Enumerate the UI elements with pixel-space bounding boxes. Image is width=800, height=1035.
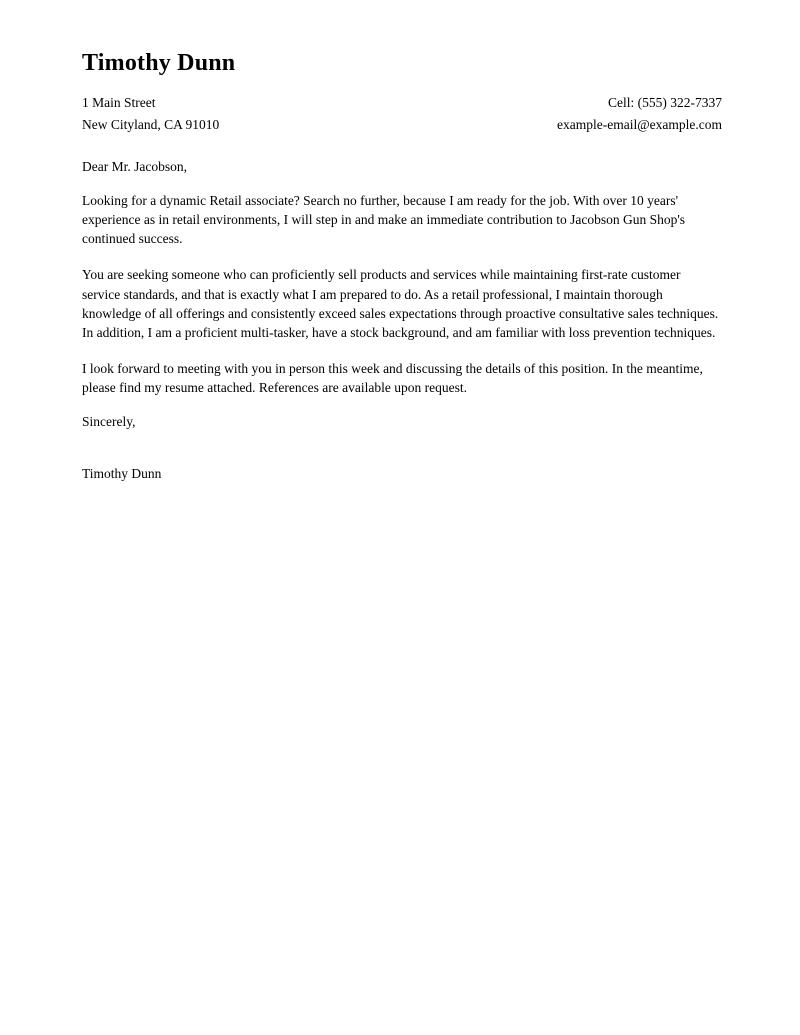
letter-paragraph-3: I look forward to meeting with you in person this week and discussing the details of this position. In the meantime, please find my resume attached. References are available upon request. bbox=[82, 361, 703, 396]
email-address: example-email@example.com bbox=[557, 117, 722, 132]
letter-paragraph-1: Looking for a dynamic Retail associate? Search no further, because I am ready for the job. With over 10 years' experience as in retail environments, I will step in and make an immediate contribution to Jacobson Gun Shop's continued success. bbox=[82, 193, 686, 247]
letter-content bbox=[0, 0, 800, 482]
contact-info-row bbox=[82, 95, 722, 133]
contact-block bbox=[557, 95, 722, 133]
address-line-2: New Cityland, CA 91010 bbox=[82, 117, 220, 132]
letter-author-name: Timothy Dunn bbox=[82, 50, 236, 76]
salutation: Dear Mr. Jacobson, bbox=[82, 159, 187, 174]
phone-number: Cell: (555) 322-7337 bbox=[608, 95, 722, 110]
letter-paragraph-2: You are seeking someone who can proficiently sell products and services while maintaining first-rate customer service standards, and that is exactly what I am prepared to do. As a retail professional, I maintain thorough knowledge of all offerings and consistently exceed sales expectations through proactive consultative sales techniques. In addition, I am a proficient multi-tasker, have a stock background, and am familiar with loss prevention techniques. bbox=[82, 267, 719, 340]
closing: Sincerely, bbox=[82, 414, 136, 430]
address-block bbox=[82, 95, 219, 133]
address-line-1: 1 Main Street bbox=[82, 95, 156, 110]
signature-name: Timothy Dunn bbox=[82, 466, 162, 482]
